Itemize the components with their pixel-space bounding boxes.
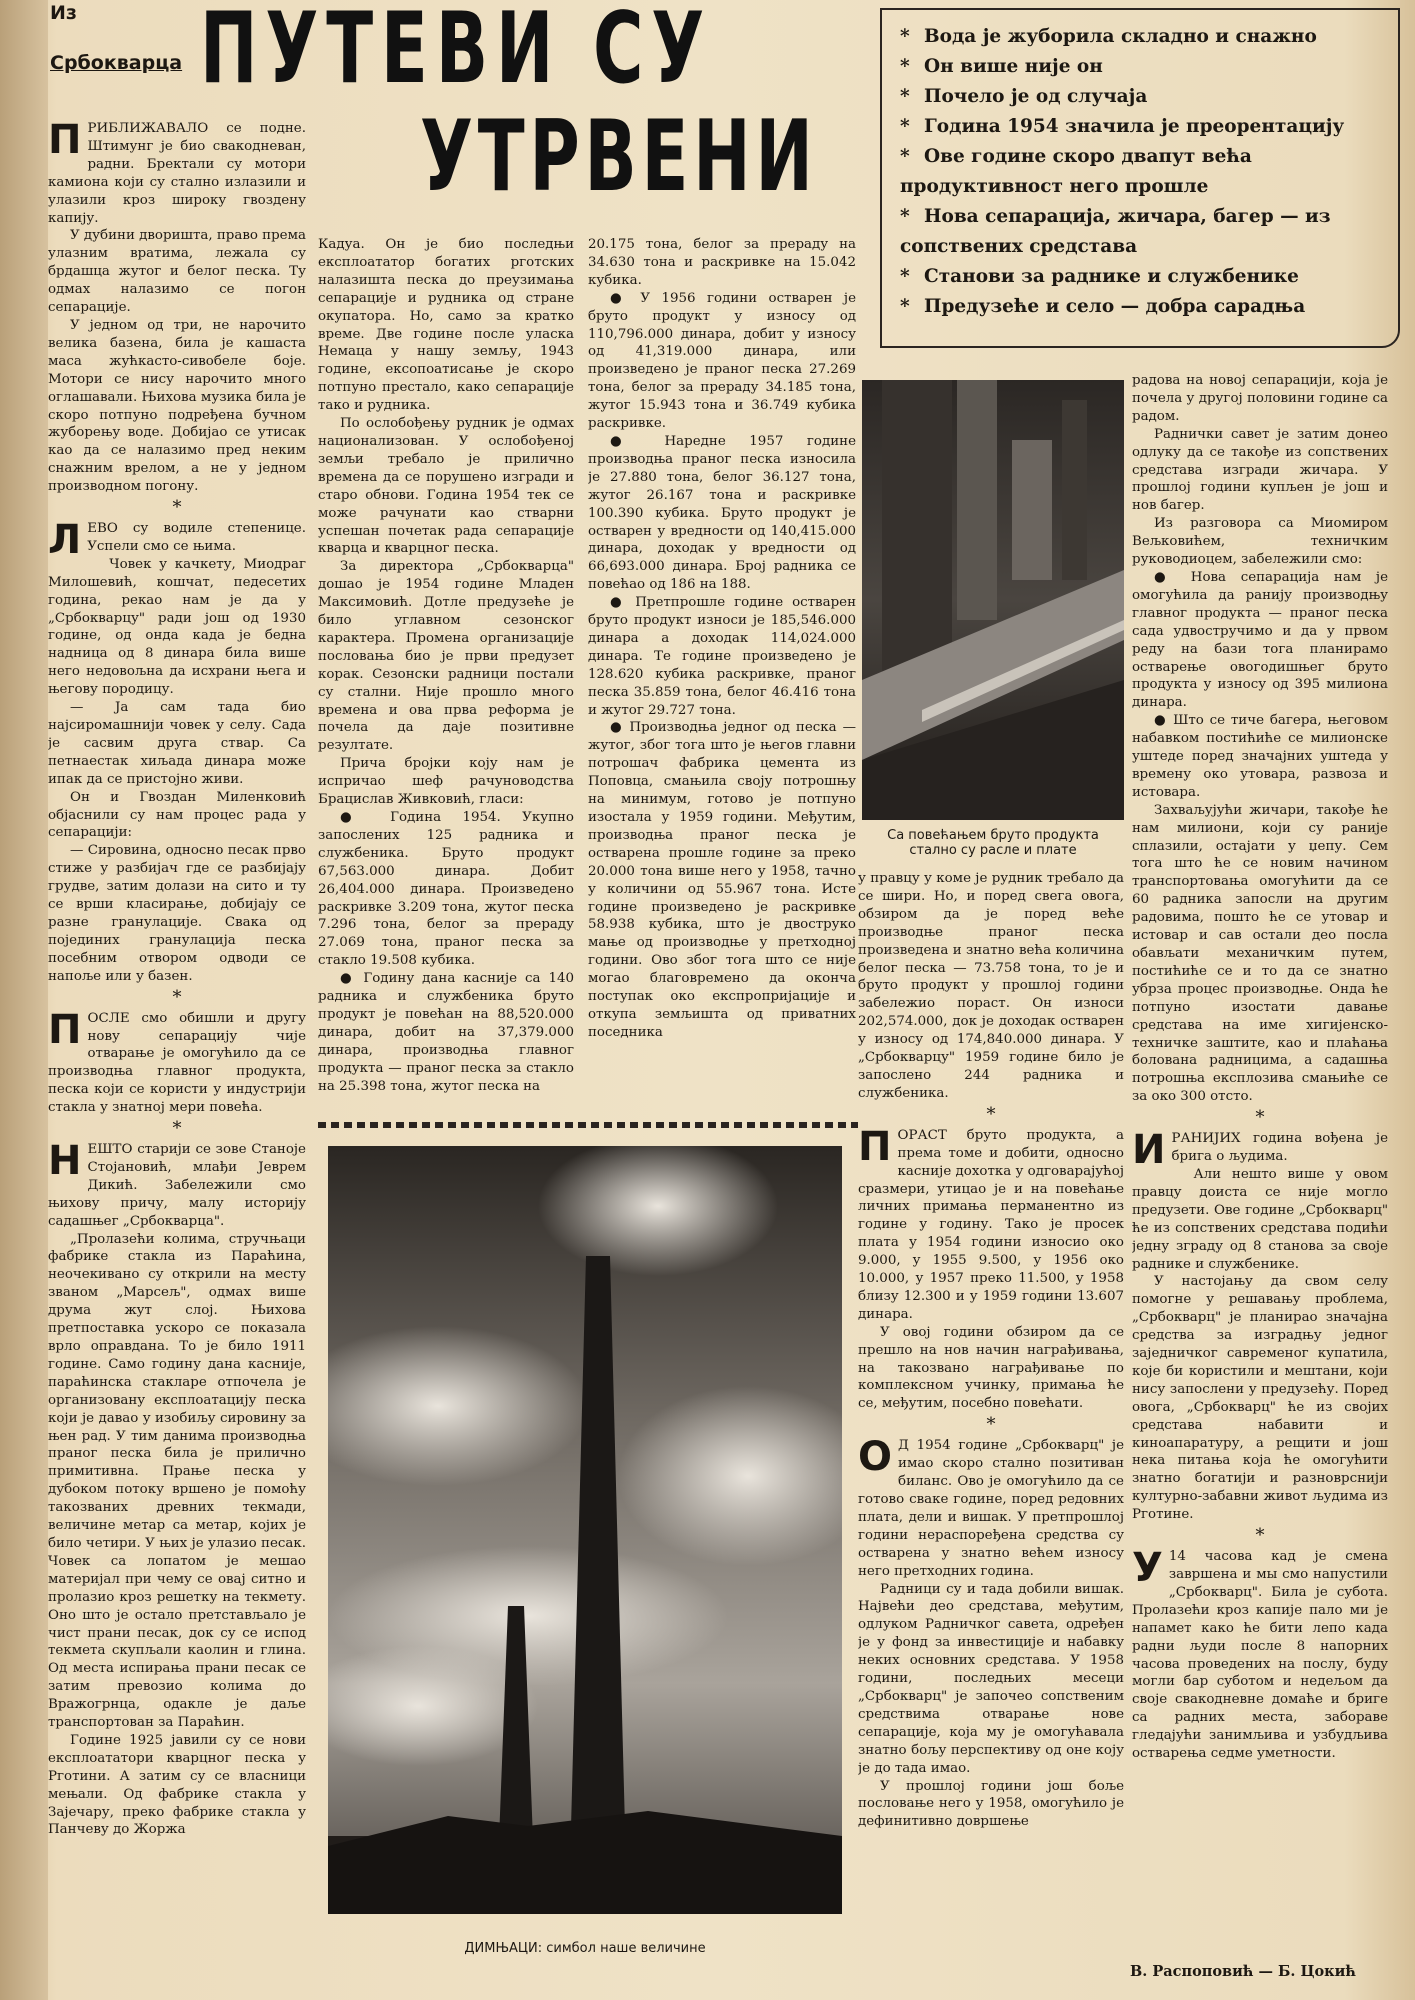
paragraph: ● Наредне 1957 године производња праног песка износила је 27.880 тона, белог 36.127 тона, жутог 26.167 тона и раскривке 100.390 кубика. Бруто продукт је остварен у вредности од 140,415.000 динара, доходак у вредности од 66,693.000 динара. Број радника се повећао од 186 на 188. xyxy=(588,433,856,593)
paragraph: За директора „Србокварца" дошао је 1954 године Младен Максимовић. Дотле предузеће је било углавном сезонског карактера. Промена организације пословања био је први предузет корак. Сезонски радници постали су стални. Није прошло много времена и ова прва реформа је почела да даје позитивне резултате. xyxy=(318,559,574,754)
paragraph: Раднички савет је затим донео одлуку да се такође из сопствених средстава изгради жичара. У прошлој години купљен је још и нов багер. xyxy=(1132,426,1388,514)
summary-item: * Вода је жуборила складно и снажно xyxy=(900,26,1317,47)
section-separator: * xyxy=(172,1118,182,1140)
section-separator: * xyxy=(986,1103,996,1125)
paragraph: Д 1954 године „Србокварц" је имао скоро стално позитиван биланс. Ово је омогућило да се готово сваке године, поред редовних плата, дели и вишак. У претпрошлој години нераспоређена средства су остварена у знатно већем износу него претходних година. xyxy=(858,1438,1124,1579)
paragraph: По ослобођењу рудник је одмах национализован. У ослобођеној земљи требало је прилично времена да се порушено изгради и старо обнови. Година 1954 тек се може рачунати као стварни успешан почетак рада сепарације кварца и кварцног песка. xyxy=(318,416,574,557)
chimneys-image xyxy=(328,1146,842,1914)
drop-cap: Л xyxy=(48,517,82,564)
drop-cap: О xyxy=(858,1434,893,1481)
drop-cap: П xyxy=(48,120,82,163)
drop-cap: П xyxy=(48,1006,82,1053)
paragraph: ● Што се тиче багера, његовом набавком постићиће се милионске уштеде поред значајних уштеда у времену око утовара, развоза и истовара. xyxy=(1132,713,1388,800)
headline-line2: УТРВЕНИ xyxy=(420,100,818,214)
summary-box xyxy=(880,8,1400,348)
paragraph: Године 1925 јавили су се нови експлоататори кварцног песка у Рготини. А затим су се власници мењали. Од фабрике стакла у Зајечару, преко фабрике стакла у Панчеву до Жоржа xyxy=(48,1732,306,1838)
paragraph: Захваљујући жичари, такође ће нам милиони, који су раније сплазили, остајати у џепу. Сем тога што ће се новим начином транспортовања омогућити да се 60 радника запосли на другим радовима, пошто ће се утовар и истовар и сав остали део посла обављати механичким путем, постићиће се и то да се знатно убрза процес производње. Онда ће потпуно изостати давање средстава на име хигијенско-техничке заштите, као и плаћања болована радницима, а садашња потрошња експлозива смањиће се за око 300 отсто. xyxy=(1132,802,1388,1105)
paragraph: 14 часова кад је смена завршена и мы смо напустили „Србокварц". Била је субота. Пролазећи кроз капије пало ми је напамет како ће бити лепо када радни људи после 8 напорних часова проведених на послу, буду могли бар суботом и недељом да своје свакодневне домаће и бриге са радних места, забораве гледајући занимљива и узбудљива остварења седме уметности. xyxy=(1132,1549,1388,1762)
summary-item: * Станови за раднике и службенике xyxy=(900,266,1299,287)
paragraph: У једном од три, не нарочито велика базена, била је кашаста маса жућкасто-сивобеле боје. Мотори се нису нарочито много оглашавали. Њихова музика била је скоро потпуно подређена бучном жуборењу воде. Добијао се утисак као да се налазимо пред неким снажним врелом, а не у једном производном погону. xyxy=(48,317,306,495)
headline-line1: ПУТЕВИ СУ xyxy=(200,0,713,106)
article-column-3 xyxy=(588,236,856,1108)
section-separator: * xyxy=(1255,1107,1265,1129)
paper-edge xyxy=(0,0,48,2000)
paragraph: Он и Гвоздан Миленковић објаснили су нам процес рада у сепарацији: xyxy=(48,789,306,841)
paragraph: — Ја сам тада био најсиромашнији човек у селу. Сада је сасвим друга ствар. Са петнаестак хиљада динара може ипак да се пристојно живи. xyxy=(48,700,306,787)
article-column-2 xyxy=(318,236,574,1108)
paragraph: „Пролазећи колима, стручњаци фабрике стакла из Параћина, неочекивано су открили на месту званом „Марсељ", одмах више друма жут слој. Њихова претпоставка ускоро се показала врло оправдана. То је било 1911 године. Само годину дана касније, параћинска стакларе отпочела је организовану експлоатацију песка који је давао у изобиљу сировину за њен рад. У тим данима производња праног песка била је прилично примитивна. Прање песка у дубоком потоку вршено је помоћу такозваних древних текмади, величине метар са метар, којих је било четири. У њих је улазио песак. Човек са лопатом је мешао материјал при чему се овај ситно и пролазио кроз решетку на текмету. Оно што је остало претстављало је чист прани песак, док су се испод текмета скупљали каолин и глина. Од места испирања прани песак се затим превозио колима до Вражогрнца, одакле је даље транспортован за Параћин. xyxy=(48,1231,306,1731)
dashed-rule xyxy=(318,1122,858,1128)
paragraph: ЕШТО старији се зове Станоје Стојановић, млађи Јеврем Дикић. Забележили смо њихову причу, малу историју садашњег „Србокварца". xyxy=(48,1142,306,1229)
separation-plant-photo xyxy=(862,380,1124,820)
article-column-5 xyxy=(1132,372,1388,1950)
summary-item: * Нова сепарација, жичара, багер — из сопствених средстава xyxy=(900,206,1331,257)
summary-item: * Предузеће и село — добра сарадња xyxy=(900,296,1306,317)
paragraph: ● Производња једног од песка — жутог, због тога што је његов главни потрошач фабрика цемента из Поповца, смањила своју потрошњу на минимум, готово је потпуно изостала у 1959 години. Међутим, производња праног песка је остварена прошле године за преко 20.000 тона више него у 1958, тачно у количини од 55.967 тона. Исте године произведено је раскривке 58.938 кубика, што је двоструко мање од производње у претходној години. Ово због тога што се није могао благовремено да оконча поступак око експропријације и откупа земљишта од приватних поседника xyxy=(588,720,856,1040)
drop-cap: П xyxy=(858,1123,892,1170)
paragraph: ОСЛЕ смо обишли и другу нову сепарацију чије отварање је омогућило да се производња главног продукта, песка који се користи у индустрији стакла у знатној мери повећа. xyxy=(48,1010,306,1116)
photo-caption-main: ДИМЊАЦИ: симбол наше величине xyxy=(464,1941,706,1956)
paragraph: РИБЛИЖАВАЛО се подне. Штимунг је био свакодневан, радни. Бректали су мотори камиона који су стално излазили и улазили кроз широку гвоздену капију. xyxy=(48,121,306,226)
paragraph: ● Нова сепарација нам је омогућила да ранију производњу главног продукта — праног песка сада удвостручимо и да у првом реду на бази тога планирамо остварење овогодишњег бруто продукта у износу од 395 милиона динара. xyxy=(1132,569,1388,711)
drop-cap: У xyxy=(1132,1545,1163,1592)
kicker-source: Србокварца xyxy=(50,52,183,74)
paragraph: ● Годину дана касније са 140 радника и службеника бруто продукт је повећан на 88,520.000 динара, добит на 37,379.000 динара, производња главног продукта — праног песка за стакло на 25.398 тона, жутог песка на xyxy=(318,971,574,1094)
article-column-1 xyxy=(48,120,306,1960)
section-separator: * xyxy=(172,986,182,1008)
paragraph: — Сировина, односно песак прво стиже у разбијач где се разбијају грудве, затим долази на сито и ту се врши класирање, добијају се разне гранулације. Свака од појединих гранулација песка посебним отвором одводи се напоље или у базен. xyxy=(48,843,306,984)
paragraph: Из разговора са Миомиром Вељковићем, техничким руководиоцем, забележили смо: xyxy=(1132,516,1388,568)
summary-item: * Ове године скоро двапут већа продуктивност него прошле xyxy=(900,146,1252,197)
drop-cap: И xyxy=(1132,1127,1166,1174)
section-separator: * xyxy=(172,497,182,519)
paragraph: У настојању да свом селу помогне у решавању проблема, „Србокварц" је планирао значајна средства за изградњу једног заједничког савременог купатила, које би користили и мештани, који нису запослени у предузећу. Поред овога, „Србокварц" ће из својих средстава набавити и киноапаратуру, а рещити и још нека питања која ће омогућити знатно богатији и разноврснији културно-забавни живот људима из Рготине. xyxy=(1132,1274,1388,1523)
section-separator: * xyxy=(1255,1525,1265,1547)
paragraph: ЕВО су водиле степенице. Успели смо се њима. xyxy=(87,521,306,554)
summary-item: * Година 1954 значила је преорентацију xyxy=(900,116,1345,137)
paragraph: Али нешто више у овом правцу доиста се није могло предузети. Ове године „Србокварц" ће из сопствених средстава подићи једну зграду од 8 станова за своје раднике и службенике. xyxy=(1132,1166,1388,1272)
paragraph: Прича бројки коју нам је испричао шеф рачуноводства Брацислав Живковић, гласи: xyxy=(318,756,574,808)
paragraph: 20.175 тона, белог за прераду на 34.630 тона и раскривке на 15.042 кубика. xyxy=(588,237,856,288)
paragraph: Човек у качкету, Миодраг Милошевић, кошчат, педесетих година, рекао нам је да у „Србокварцу" ради још од 1930 године, од онда када је бедна надница од 8 динара била више него недовољна да исхрани њега и његову породицу. xyxy=(48,556,306,698)
paragraph: РАНИЈИХ година вођена је брига о људима. xyxy=(1171,1131,1388,1165)
summary-item: * Почело је од случаја xyxy=(900,86,1148,107)
paragraph: у правцу у коме је рудник требало да се шири. Но, и поред свега овога, обзиром да је поред веће производње праног песка произведена и знатно већа количина белог песка — 73.758 тона, то је и бруто продукт у прошлој години забележио пораст. Он износи 202,574.000, док је доходак остварен у износу од 174,840.000 динара. У „Србокварцу" 1959 године било је запослено 244 радника и службеника. xyxy=(858,871,1124,1101)
paragraph: У дубини дворишта, право према улазним вратима, лежала су брдашца жутог и белог песка. Ту одмах налазимо се погон сепарације. xyxy=(48,228,306,316)
paragraph: ОРАСТ бруто продукта, а према томе и добити, односно касније дохотка у одговарајућој сразмери, утицао је и на повећање личних примања перманентно из године у годину. Тако је просек плата у 1954 години износио око 9.000, у 1955 9.500, у 1956 око 10.000, у 1957 преко 11.500, у 1958 близу 12.300 и у 1959 години 13.607 динара. xyxy=(858,1127,1124,1322)
chimneys-photo xyxy=(328,1146,842,1914)
paragraph: ● У 1956 години остварен је бруто продукт у износу од 110,796.000 динара, добит у износу од 41,319.000 динара, или произведено је праног песка 27.269 тона, белог за прераду 34.185 тона, жутог 15.943 тона и 36.749 кубика раскривке. xyxy=(588,290,856,432)
section-separator: * xyxy=(986,1414,996,1436)
summary-item: * Он више није он xyxy=(900,56,1103,77)
paragraph: ● Година 1954. Укупно запослених 125 радника и службеника. Бруто продукт 67,563.000 динара. Добит 26,404.000 динара. Произведено раскривке 3.209 тона, жутог песка 7.296 тона, белог за прераду 27.069 тона, праног песка за стакло 19.508 кубика. xyxy=(318,810,574,969)
paragraph: Кадуа. Он је био последњи експлоататор богатих рготских налазишта песка до преузимања сепарације и рудника од стране окупатора. Но, само за кратко време. Две године после уласка Немаца у нашу земљу, 1943 године, ексопоатисање је скоро потпуно престало, како сепарације тако и рудника. xyxy=(318,237,574,414)
paragraph: ● Претпрошле године остварен бруто продукт износи је 185,546.000 динара а доходак 114,024.000 динара. Те године произведено је 128.620 кубика раскривке, праног песка 35.859 тона, белог 46.416 тона и жутог 29.727 тона. xyxy=(588,595,856,718)
paragraph: У овој години обзиром да се прешло на нов начин награђивања, на такозвано награђивање по комплексном учинку, примања ће се, међутим, посебно повећати. xyxy=(858,1324,1124,1412)
paragraph: Радници су и тада добили вишак. Највећи део средстава, међутим, одлуком Радничког савета, одређен је у фонд за инвестиције и набавку неких основних средстава. У 1958 години, последњих месеци „Србокварц" је започео сопственим средствима отварање нове сепарације, која му је омогућавала знатно бољу перспективу од оне коју је до тада имао. xyxy=(858,1581,1124,1776)
paragraph: радова на новој сепарацији, која је почела у другој половини године са радом. xyxy=(1132,373,1388,424)
drop-cap: Н xyxy=(48,1138,82,1185)
kicker-from: Из xyxy=(50,2,77,24)
byline: В. Распоповић — Б. Цокић xyxy=(1130,1963,1356,1980)
separation-plant-image xyxy=(862,380,1124,820)
paragraph: У прошлој години још боље пословање него у 1958, омогућило је дефинитивно довршење xyxy=(858,1778,1124,1830)
article-column-4 xyxy=(858,870,1124,1960)
photo-caption-top: Са повећањем бруто продукта стално су расле и плате xyxy=(887,828,1099,858)
